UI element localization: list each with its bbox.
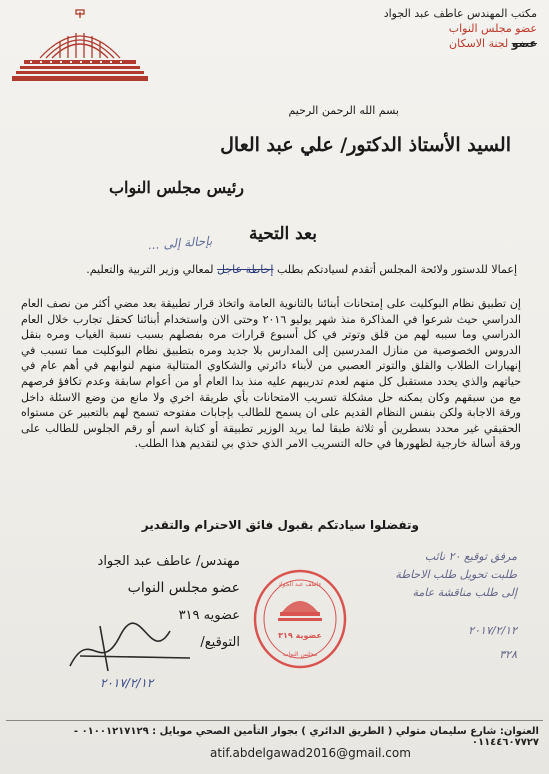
committee-line (337, 36, 537, 51)
handwritten-annotation: بإحالة إلى ... (147, 233, 213, 253)
signature-date: ٢٠١٧/٢/١٢ (100, 676, 154, 690)
committee-name: لجنة الاسكان (449, 37, 509, 50)
signature-label: التوقيع/ (200, 635, 240, 650)
body-paragraph: إن تطبيق نظام البوكليت على إمتحانات أبنائنا بالثانوية العامة واتخاذ قرار تطبيقة بعد مضي أكثر من نصف العام الدراسي حيث شرعوا في المذاكرة منذ شهر يوليو ٢٠١٦ وحتى الان واستخدام أبنائنا كحقل تجارب خلال العام الدراسي وما سببه لهم من قلق وتوتر في كل أسبوع قرارات مره بفصلهم بسبب نسبة الغياب ومره بنقل الدروس الخصوصية من منازل المدرسين إلى المدارس بلا جديد ومره بتطبيق نظام البوكليت مما تسبب في إنهيارات الطلاب والقلق والتوتر العصبي من لأبناء دائرتي والشكاوي المتتالية منهم لنوابهم في أهم عام في حياتهم والذي يحدد مستقبل كل منهم لعدم تدريبهم عليه منذ بدا العام أو من أعوام سابقة وعدم تكافؤ فرصهم مع من سبقهم وكان يمكنه حل مشكلة تسريب الامتحانات بأي طريقة اخري ولا مانع من وضع الاسئلة داخل ورقة الاجابة ولكن بنفس النظام القديم على ان يسمح للطالب بإجابات مفتوحه تسمح لهم بالتعبير عن مستواه الحقيقي غير محدد بسطرين أو ثلاثة طبقا لما يريد الوزير تطبيقة أو كتابة اسم أو رقم الجلوس للطالب على ورقة أسالة خارجية لظهورها في حاله التسريب الامر الذي حذي بي لتقديم هذا الطلب. (21, 297, 522, 451)
handnote-line: طلبت تحويل طلب الاحاطة (395, 568, 517, 581)
footer-email: atif.abdelgawad2016@gmail.com (210, 746, 411, 760)
addressee: السيد الأستاذ الدكتور/ علي عبد العال (220, 134, 511, 156)
intro-struck-text: إحاطة عاجل (217, 263, 274, 276)
stamp-arc-text: عاطف عبد الجواد (278, 581, 322, 588)
stamp-center-text: عضوية ٣١٩ (278, 631, 322, 640)
letterhead (337, 6, 537, 51)
stamp-bottom-text: مجلس النواب (282, 651, 318, 658)
basmala: بسم الله الرحمن الرحيم (288, 104, 399, 117)
intro-paragraph (27, 262, 517, 278)
member-line: عضو مجلس النواب (448, 22, 537, 35)
addressee-title: رئيس مجلس النواب (108, 178, 244, 197)
handnote-date: ٢٠١٧/٢/١٢ (468, 624, 517, 637)
intro-before: إعمالا للدستور ولائحة المجلس أتقدم لسيادتكم بطلب (276, 263, 517, 276)
handwritten-note (347, 548, 517, 664)
greeting: بعد التحية (248, 224, 317, 244)
signer-name: مهندس/ عاطف عبد الجواد (97, 554, 240, 569)
handnote-line: إلى طلب مناقشة عامة (412, 586, 517, 599)
official-stamp-icon (252, 568, 348, 670)
footer-divider (6, 720, 543, 721)
office-line: مكتب المهندس عاطف عبد الجواد (383, 7, 537, 20)
intro-after: لمعالي وزير التربية والتعليم. (86, 263, 214, 276)
handwritten-signature-icon (60, 616, 200, 676)
committee-prefix: عضو (511, 37, 537, 50)
footer-address: العنوان: شارع سليمان متولي ( الطريق الدائري ) بجوار التأمين الصحي موبايل : ٠١٠٠١٢١٧١٢٩ - ٠١١٤٤٦٠٧٧٢٧ (73, 726, 539, 748)
handnote-number: ٣٢٨ (499, 648, 517, 661)
parliament-logo-icon (10, 8, 150, 84)
closing-line: وتفضلوا سيادتكم بقبول فائق الاحترام والتقدير (141, 518, 419, 532)
handnote-line: مرفق توقيع ٢٠ نائب (424, 550, 517, 563)
signer-role: عضو مجلس النواب (127, 580, 240, 596)
membership-number: عضويه ٣١٩ (178, 608, 240, 623)
